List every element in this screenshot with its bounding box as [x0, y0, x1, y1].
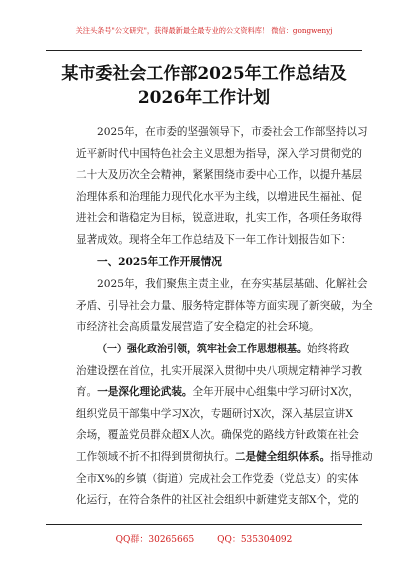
footer-divider: [46, 524, 362, 525]
section-heading-1: 一、2025年工作开展情况: [97, 256, 222, 268]
intro-line: 二十大及历次全会精神，紧紧围绕市委中心工作，以提升基层: [76, 169, 363, 182]
subsection1-fragment: 育。: [76, 386, 98, 399]
subsection1-line: 化运行，在符合条件的社区社会组织中新建党支部X个，党的: [76, 494, 359, 507]
subsection1-heading-tail: 始终将政: [307, 343, 350, 355]
header-notice: 关注头条号"公文研究"，获得最新最全最专业的公文资料库！ 微信：gongwenyj: [75, 26, 333, 35]
subsection1-fragment: 指导推动: [330, 450, 373, 463]
point2-label: 二是健全组织体系。: [234, 450, 331, 463]
subsection1-line: 组织党员干部集中学习X次，专题研讨X次，深入基层宣讲X: [76, 407, 353, 420]
subsection1-heading: （一）强化政治引领，筑牢社会工作思想根基。: [97, 344, 307, 355]
intro-line: 显著成效。现将全年工作总结及下一年工作计划报告如下：: [76, 233, 352, 246]
subsection1-line: 余场，覆盖党员群众超X人次。确保党的路线方针政策在社会: [76, 429, 359, 442]
subsection1-line: 治建设摆在首位，扎实开展深入贯彻中央八项规定精神学习教: [76, 364, 363, 377]
subsection1-first-line: [76, 339, 350, 361]
title-line-1: 某市委社会工作部2025年工作总结及: [61, 64, 347, 84]
intro-line: 治理体系和治理能力现代化水平为主线，以增进民生福祉、促: [76, 190, 363, 203]
subsection1-line-with-point: [76, 382, 359, 404]
intro-line: 进社会和谐稳定为目标，锐意进取，扎实工作，各项任务取得: [76, 212, 363, 225]
page-footer: [0, 524, 408, 580]
section1-line: 矛盾、引导社会力量、服务特定群体等方面实现了新突破，为全: [76, 299, 373, 312]
section1-paragraph: [76, 274, 373, 339]
intro-line: 2025年，在市委的坚强领导下，市委社会工作部坚持以习: [97, 126, 368, 138]
section1-line: 市经济社会高质量发展营造了安全稳定的社会环境。: [76, 321, 320, 334]
intro-line: 近平新时代中国特色社会主义思想为指导，深入学习贯彻党的: [76, 147, 363, 160]
footer-contact: QQ群：30265665 QQ：535304092: [115, 535, 293, 545]
subsection1-paragraph: [76, 339, 373, 512]
point1-label: 一是深化理论武装。: [97, 386, 193, 399]
title-line-2: 2026年工作计划: [137, 88, 271, 108]
subsection1-line: 全市X%的乡镇（街道）完成社会工作党委（党总支）的实体: [76, 472, 359, 485]
subsection1-fragment: 工作领域不折不扣得到贯彻执行。: [76, 450, 235, 463]
page-header: [0, 0, 408, 52]
intro-paragraph: [76, 122, 368, 252]
subsection1-fragment: 全年开展中心组集中学习研讨X次，: [192, 386, 359, 399]
header-divider: [46, 50, 362, 51]
document-title: [0, 62, 408, 110]
subsection1-line-with-point: [76, 447, 373, 469]
section1-line: 2025年，我们聚焦主责主业，在夯实基层基础、化解社会: [97, 278, 368, 290]
